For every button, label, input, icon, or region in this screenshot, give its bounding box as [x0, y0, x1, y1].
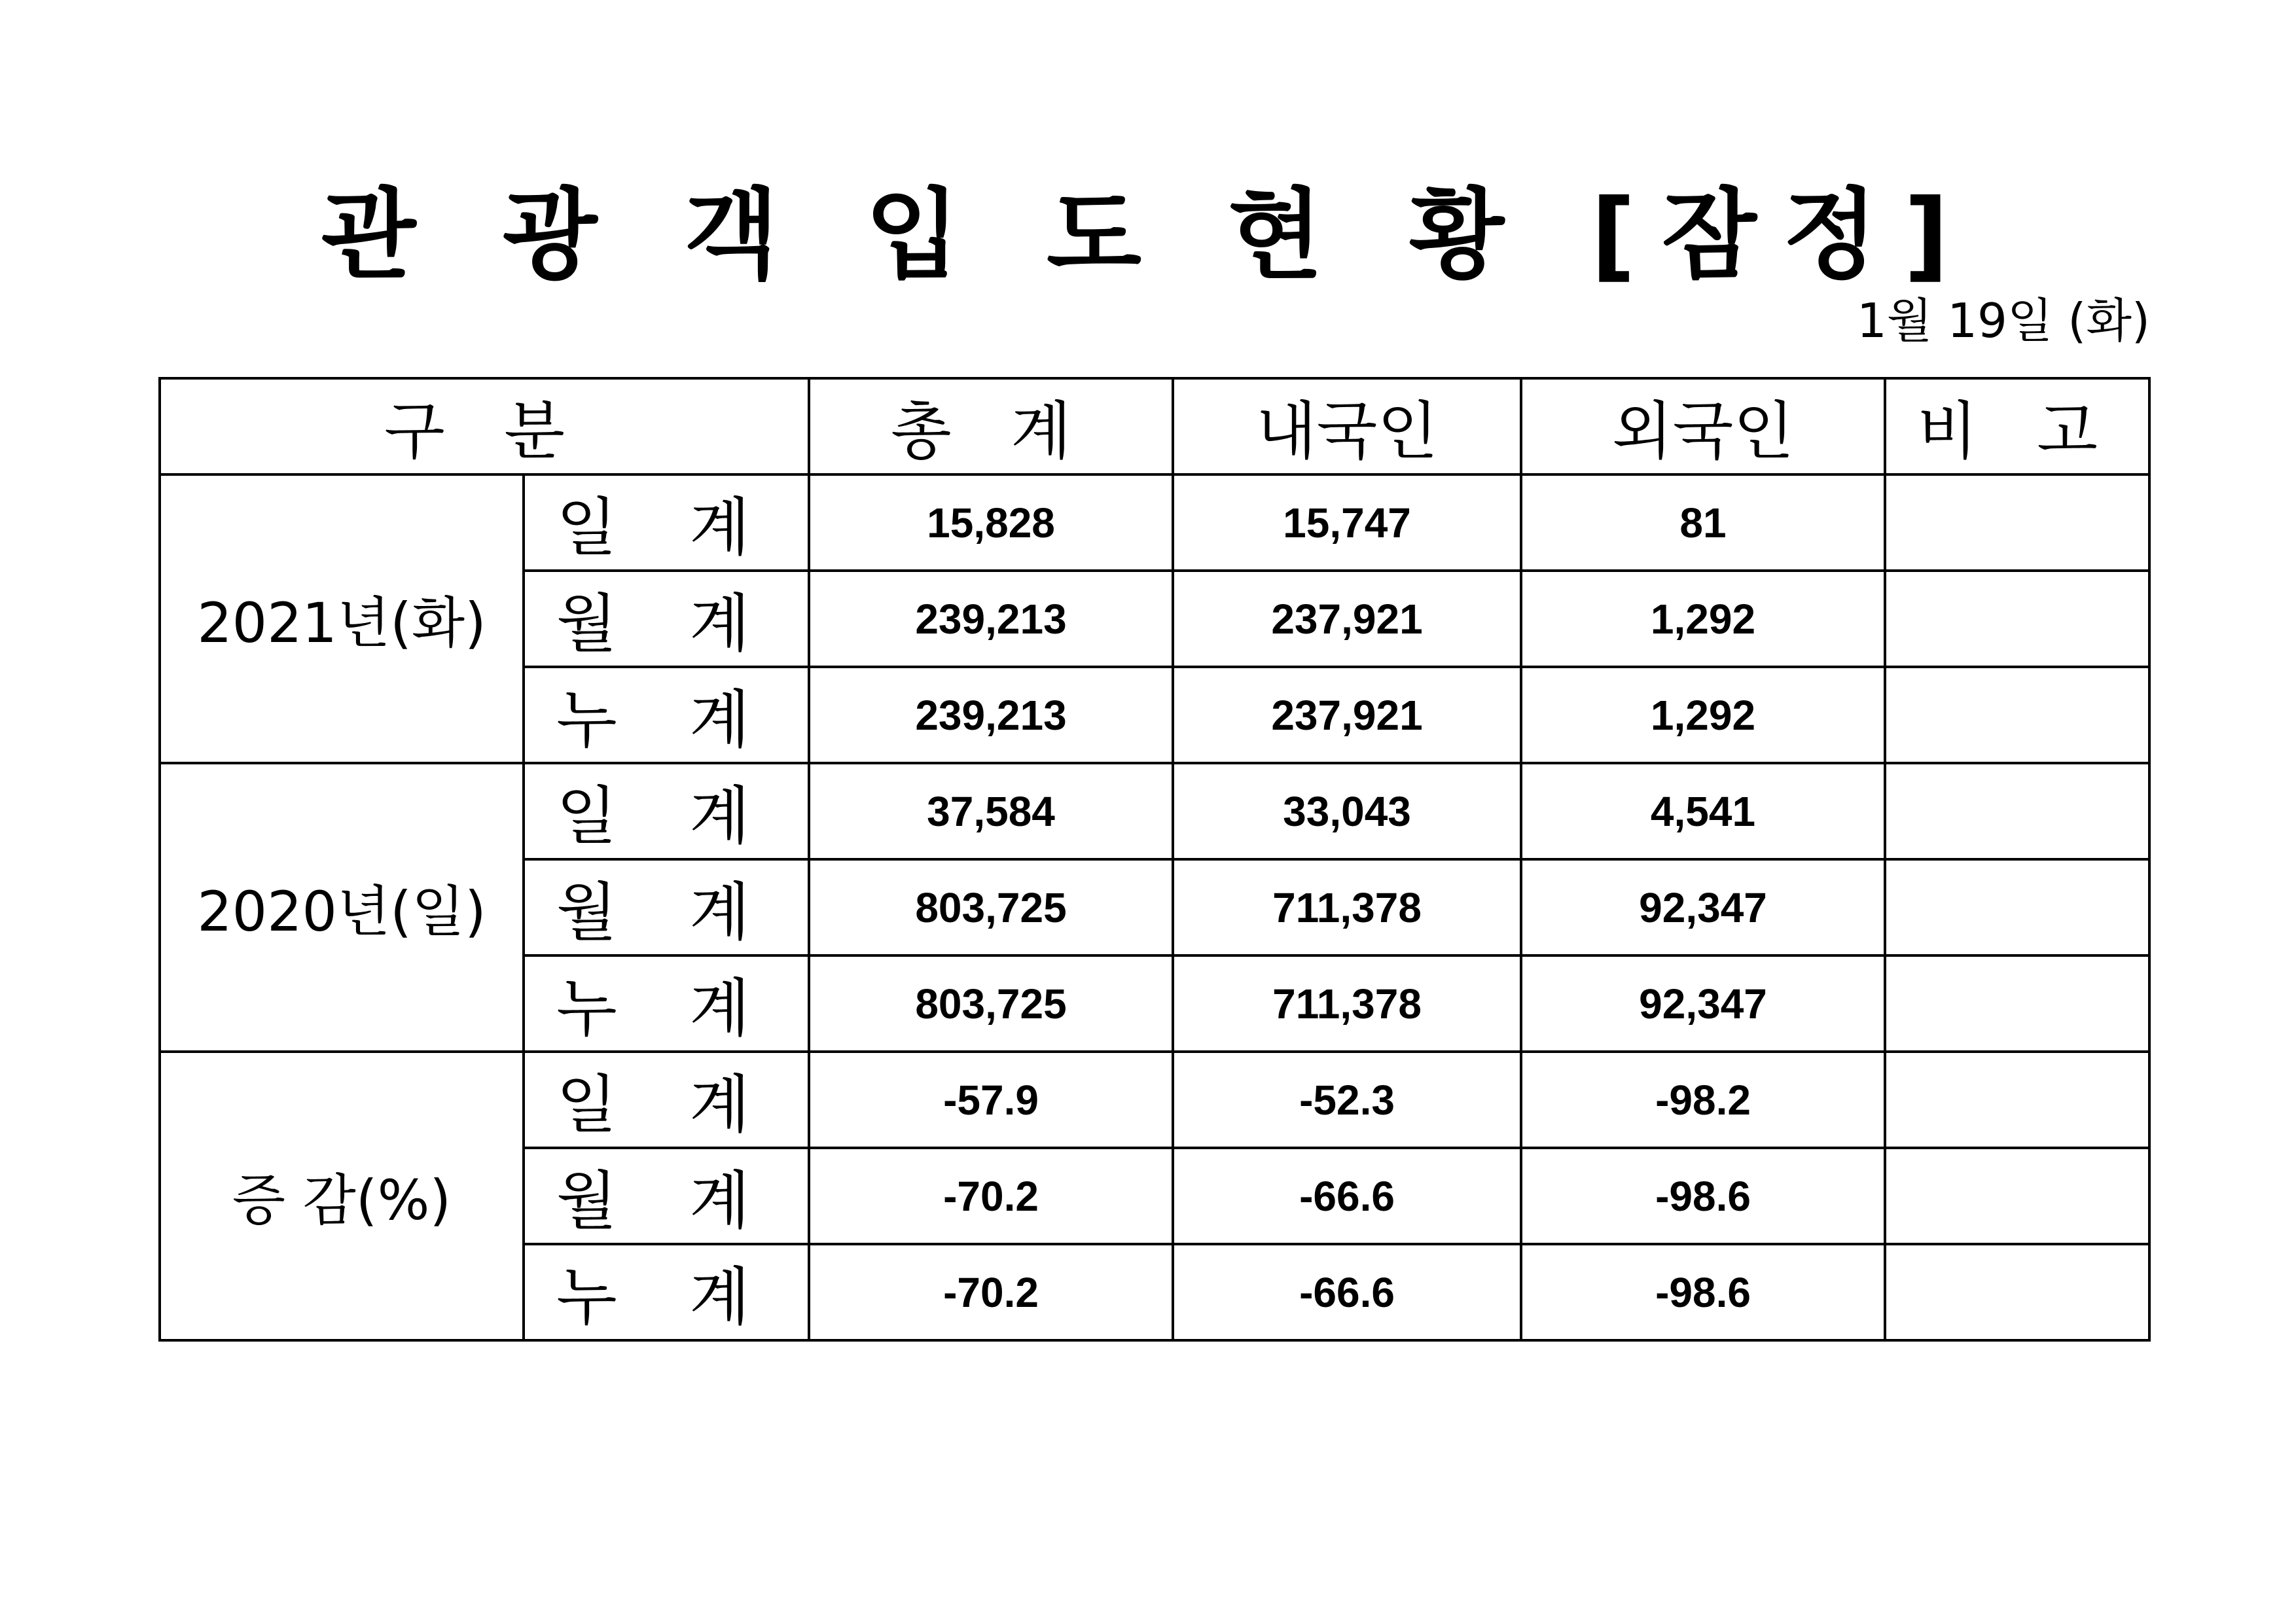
cell-domestic: 711,378: [1173, 955, 1521, 1052]
cell-foreign: 92,347: [1521, 955, 1885, 1052]
cell-domestic: -52.3: [1173, 1052, 1521, 1148]
cell-remarks: [1885, 1148, 2149, 1244]
header-category: 구 분: [160, 378, 809, 474]
cell-remarks: [1885, 1244, 2149, 1340]
row-type: 월 계: [524, 1148, 809, 1244]
header-remarks: 비 고: [1885, 378, 2149, 474]
cell-total: 15,828: [809, 474, 1173, 571]
tourist-arrivals-table: [158, 377, 2151, 1342]
cell-foreign: -98.2: [1521, 1052, 1885, 1148]
header-foreign: 외국인: [1521, 378, 1885, 474]
group-label-2021: 2021년(화): [160, 474, 524, 763]
cell-total: -70.2: [809, 1148, 1173, 1244]
table-row: [160, 474, 2149, 571]
cell-foreign: 92,347: [1521, 859, 1885, 955]
row-type: 일 계: [524, 474, 809, 571]
header-domestic: 내국인: [1173, 378, 1521, 474]
cell-foreign: -98.6: [1521, 1244, 1885, 1340]
cell-domestic: 15,747: [1173, 474, 1521, 571]
cell-foreign: 81: [1521, 474, 1885, 571]
cell-remarks: [1885, 955, 2149, 1052]
document-title: 관 광 객 입 도 현 황 [잠정]: [321, 179, 1975, 293]
cell-foreign: 1,292: [1521, 667, 1885, 763]
cell-remarks: [1885, 859, 2149, 955]
row-type: 일 계: [524, 1052, 809, 1148]
row-type: 누 계: [524, 1244, 809, 1340]
row-type: 월 계: [524, 859, 809, 955]
cell-domestic: 237,921: [1173, 571, 1521, 667]
header-row: [160, 378, 2149, 474]
cell-total: 239,213: [809, 667, 1173, 763]
header-total: 총 계: [809, 378, 1173, 474]
cell-domestic: 237,921: [1173, 667, 1521, 763]
cell-foreign: -98.6: [1521, 1148, 1885, 1244]
cell-total: 803,725: [809, 859, 1173, 955]
cell-domestic: 711,378: [1173, 859, 1521, 955]
cell-total: 37,584: [809, 763, 1173, 859]
cell-domestic: -66.6: [1173, 1148, 1521, 1244]
cell-total: -70.2: [809, 1244, 1173, 1340]
group-label-2020: 2020년(일): [160, 763, 524, 1052]
cell-remarks: [1885, 474, 2149, 571]
table-row: [160, 1052, 2149, 1148]
report-date: 1월 19일 (화): [1856, 293, 2150, 348]
cell-remarks: [1885, 667, 2149, 763]
group-label-change: 증 감(%): [160, 1052, 524, 1340]
row-type: 일 계: [524, 763, 809, 859]
cell-domestic: 33,043: [1173, 763, 1521, 859]
row-type: 누 계: [524, 667, 809, 763]
cell-remarks: [1885, 1052, 2149, 1148]
cell-remarks: [1885, 571, 2149, 667]
table-row: [160, 763, 2149, 859]
cell-foreign: 1,292: [1521, 571, 1885, 667]
cell-total: -57.9: [809, 1052, 1173, 1148]
row-type: 누 계: [524, 955, 809, 1052]
cell-domestic: -66.6: [1173, 1244, 1521, 1340]
row-type: 월 계: [524, 571, 809, 667]
cell-foreign: 4,541: [1521, 763, 1885, 859]
cell-remarks: [1885, 763, 2149, 859]
cell-total: 803,725: [809, 955, 1173, 1052]
cell-total: 239,213: [809, 571, 1173, 667]
